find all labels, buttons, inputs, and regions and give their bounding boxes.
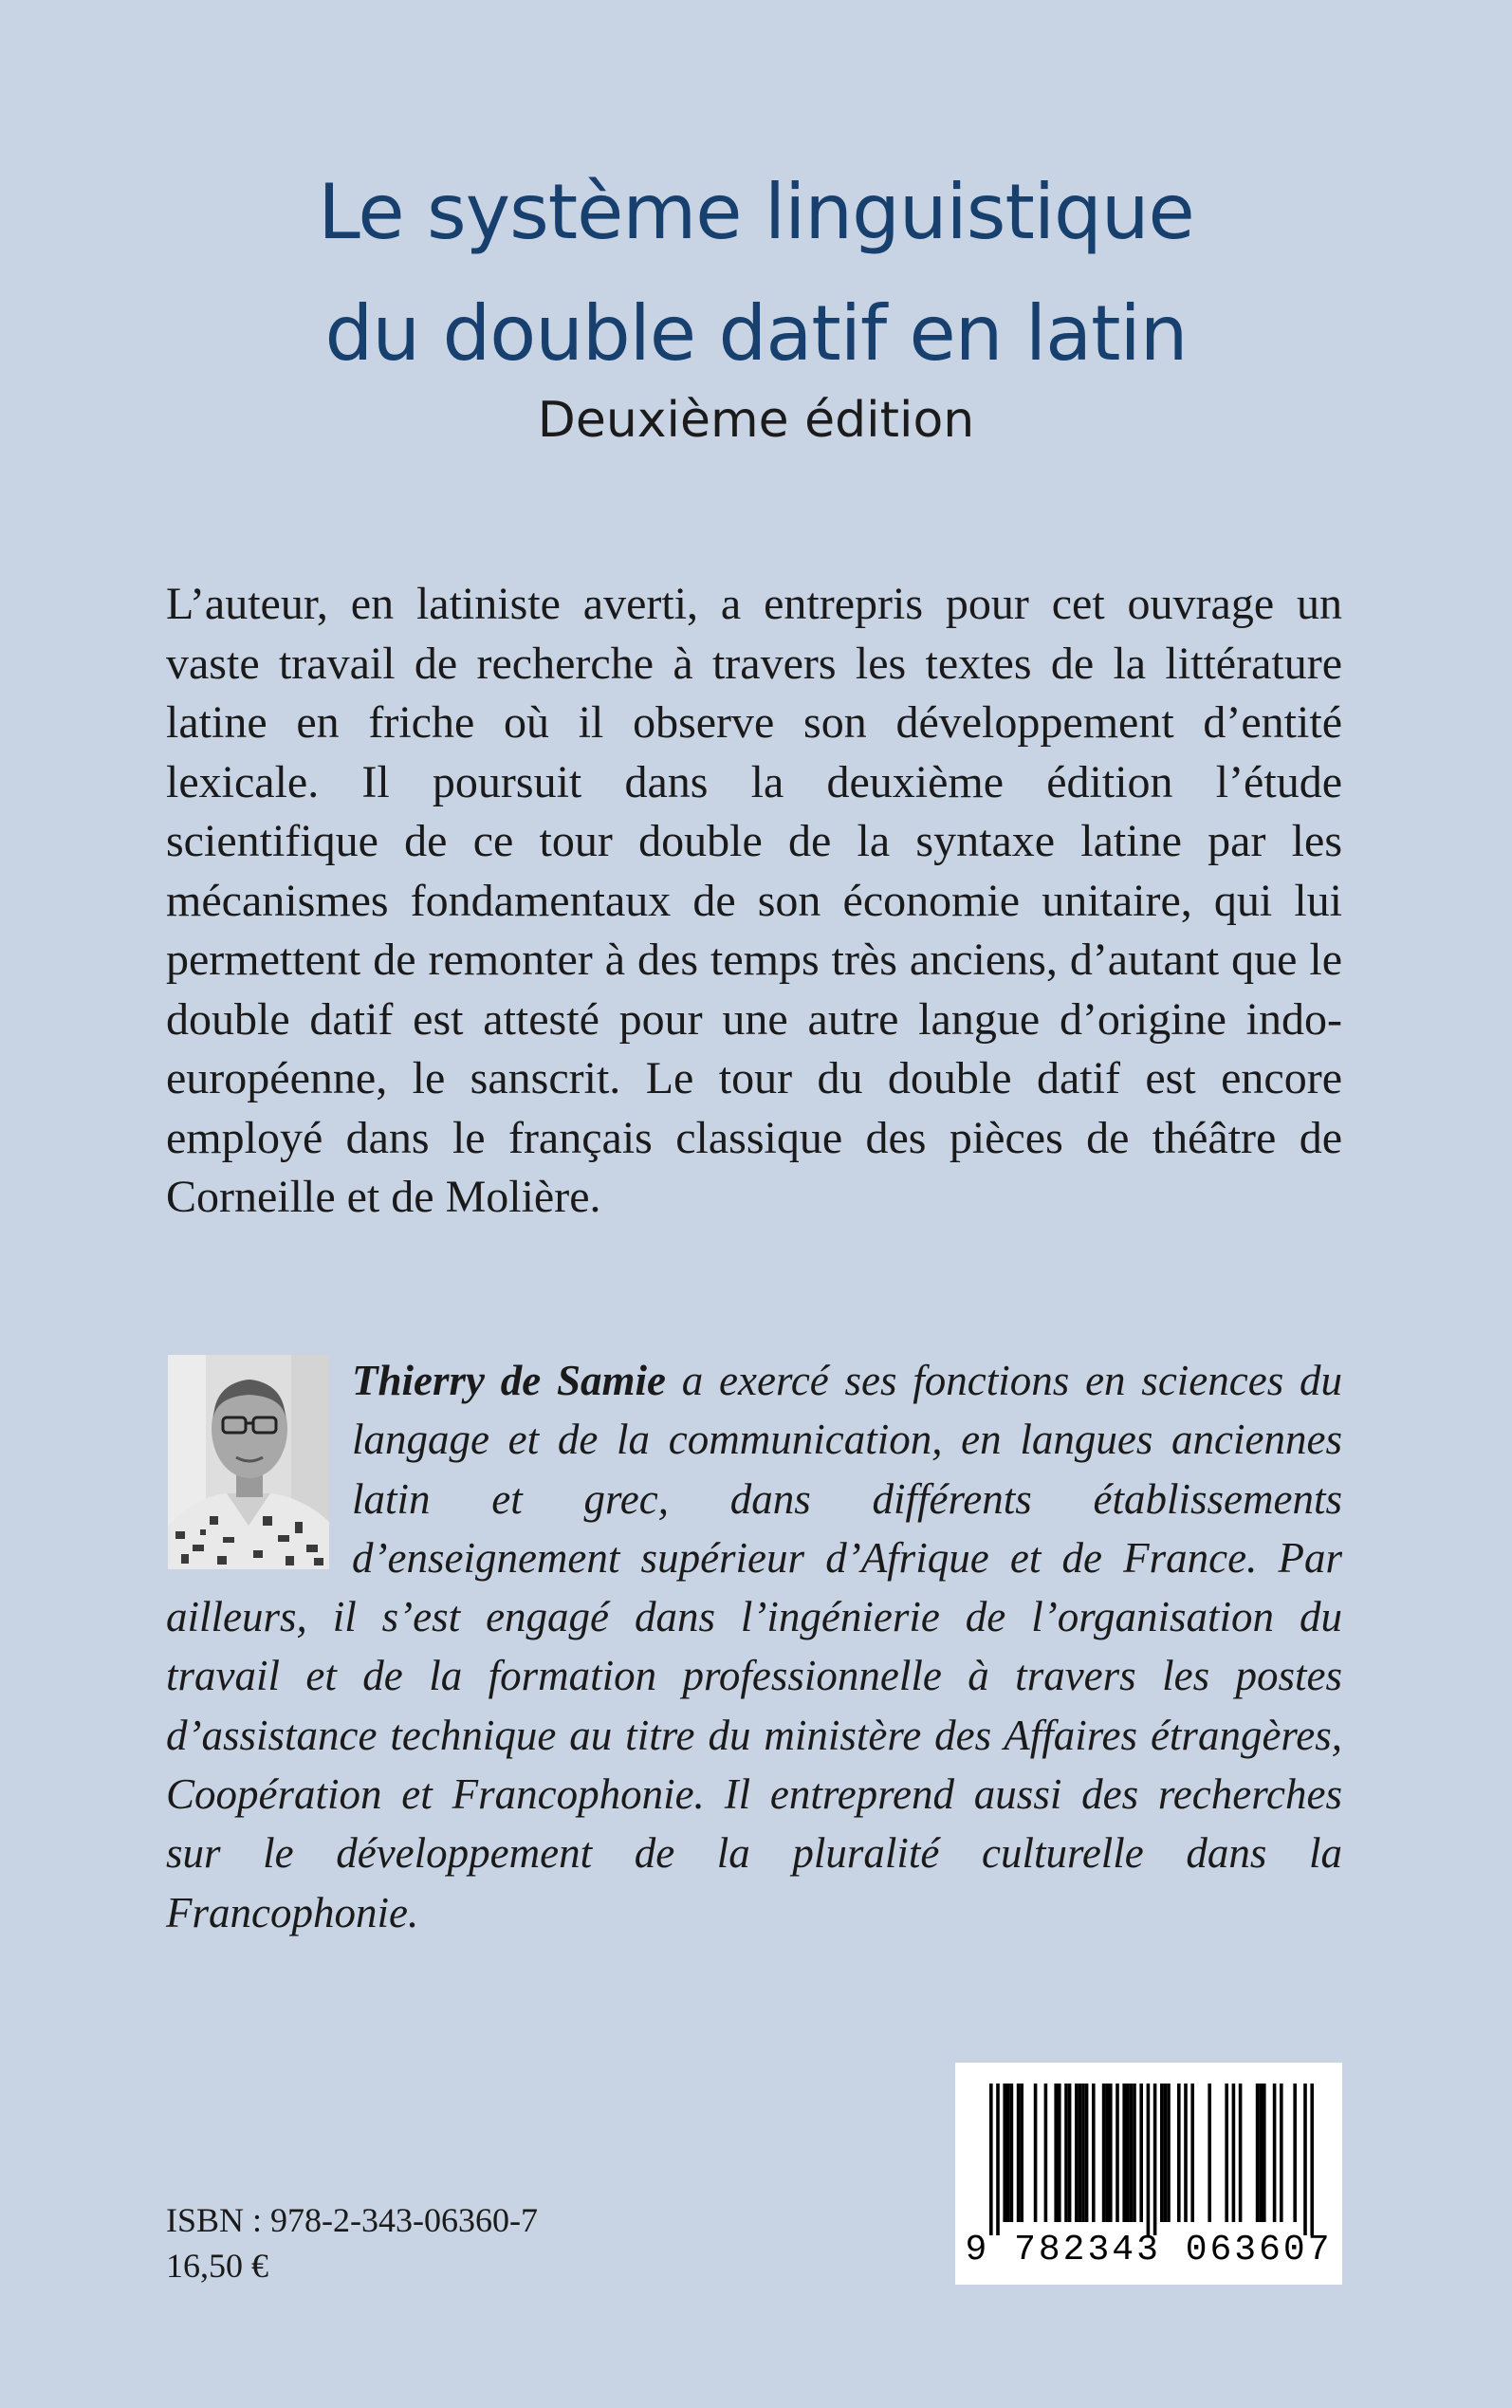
author-biography xyxy=(166,1351,1342,1942)
barcode-bar xyxy=(1153,2084,1157,2235)
barcode-bar xyxy=(1044,2084,1048,2222)
barcode-bar xyxy=(1085,2084,1089,2222)
barcode-bar xyxy=(989,2084,993,2235)
barcode-digits: 9 782343 063607 xyxy=(965,2230,1333,2270)
barcode-bar xyxy=(1263,2084,1266,2222)
barcode-bar xyxy=(1064,2084,1068,2222)
author-name: Thierry de Samie xyxy=(352,1357,667,1404)
barcode-bar xyxy=(1079,2084,1082,2222)
barcode-bar xyxy=(1054,2084,1058,2222)
barcode-bar xyxy=(1010,2084,1014,2222)
barcode-bar xyxy=(1239,2084,1243,2222)
barcode-bar xyxy=(1017,2084,1021,2222)
barcode-bar xyxy=(1208,2084,1211,2222)
barcode-bar xyxy=(1130,2084,1134,2222)
barcode-bar xyxy=(1256,2084,1260,2222)
barcode-bar xyxy=(1225,2084,1228,2222)
price-text: 16,50 € xyxy=(166,2247,268,2285)
barcode-bar xyxy=(996,2084,1000,2235)
barcode-bar xyxy=(1116,2084,1119,2222)
barcode-bar xyxy=(1102,2084,1106,2222)
barcode-bar xyxy=(1164,2084,1168,2222)
barcode-bar xyxy=(1081,2084,1085,2222)
barcode-bar xyxy=(1190,2084,1194,2222)
author-bio-text: a exercé ses fonctions en sciences du langage et de la communication, en langues anciennes latin et grec, dans différents établissements d’enseignement supérieur d’Afrique et de France. Par ailleurs, il s’est engagé dans l’ingénierie de l’organisation du travail et de la formation professionnelle à travers les postes d’assistance technique au titre du ministère des Affaires étrangères, Coopération et Francophonie. Il entreprend aussi des recherches sur le développement de la pluralité culturelle dans la Francophonie. xyxy=(166,1357,1343,1936)
barcode-bar xyxy=(1068,2084,1072,2222)
barcode-bar xyxy=(1058,2084,1061,2222)
isbn-text: ISBN : 978-2-343-06360-7 xyxy=(166,2201,538,2239)
barcode-bar xyxy=(1184,2084,1188,2222)
barcode-bar xyxy=(1167,2084,1171,2222)
barcode-bar xyxy=(1160,2084,1164,2222)
barcode-bar xyxy=(1280,2084,1283,2222)
book-title xyxy=(0,152,1512,395)
book-title-line-2: du double datif en latin xyxy=(324,289,1188,378)
barcode-bar xyxy=(1303,2084,1307,2235)
barcode-bar xyxy=(1020,2084,1023,2222)
barcode-bar xyxy=(1105,2084,1109,2222)
barcode-bar xyxy=(1034,2084,1038,2222)
barcode-bar xyxy=(1273,2084,1277,2222)
photo-spacer xyxy=(166,1351,352,1575)
barcode xyxy=(955,2063,1342,2285)
barcode-bar xyxy=(1126,2084,1130,2222)
barcode-bar xyxy=(1310,2084,1314,2235)
barcode-bar xyxy=(1293,2084,1297,2222)
edition-subtitle: Deuxième édition xyxy=(537,392,975,449)
barcode-bar xyxy=(1133,2084,1136,2222)
barcode-bar xyxy=(1003,2084,1006,2222)
barcode-bar xyxy=(1109,2084,1113,2222)
barcode-bar xyxy=(1075,2084,1079,2222)
barcode-bar xyxy=(1177,2084,1181,2222)
barcode-bar xyxy=(1147,2084,1151,2235)
barcode-bar xyxy=(1259,2084,1263,2222)
barcode-bar xyxy=(1122,2084,1126,2222)
barcode-bar xyxy=(1092,2084,1096,2222)
barcode-bar xyxy=(1232,2084,1236,2222)
barcode-bar xyxy=(1006,2084,1010,2222)
book-title-line-1: Le système linguistique xyxy=(318,168,1194,256)
barcode-bar xyxy=(1139,2084,1143,2222)
book-summary: L’auteur, en latiniste averti, a entrepris pour cet ouvrage un vaste travail de recherche à travers les textes de la littérature latine en friche où il observe son développement d’entité lexicale. Il poursuit dans la deuxième édition l’étude scientifique de ce tour double de la syntaxe latine par les mécanismes fondamentaux de son économie unitaire, qui lui permettent de remonter à des temps très anciens, d’autant que le double datif est attesté pour une autre langue d’origine indo-européenne, le sanscrit. Le tour du double datif est encore employé dans le français classique des pièces de théâtre de Corneille et de Molière. xyxy=(166,579,1342,1222)
